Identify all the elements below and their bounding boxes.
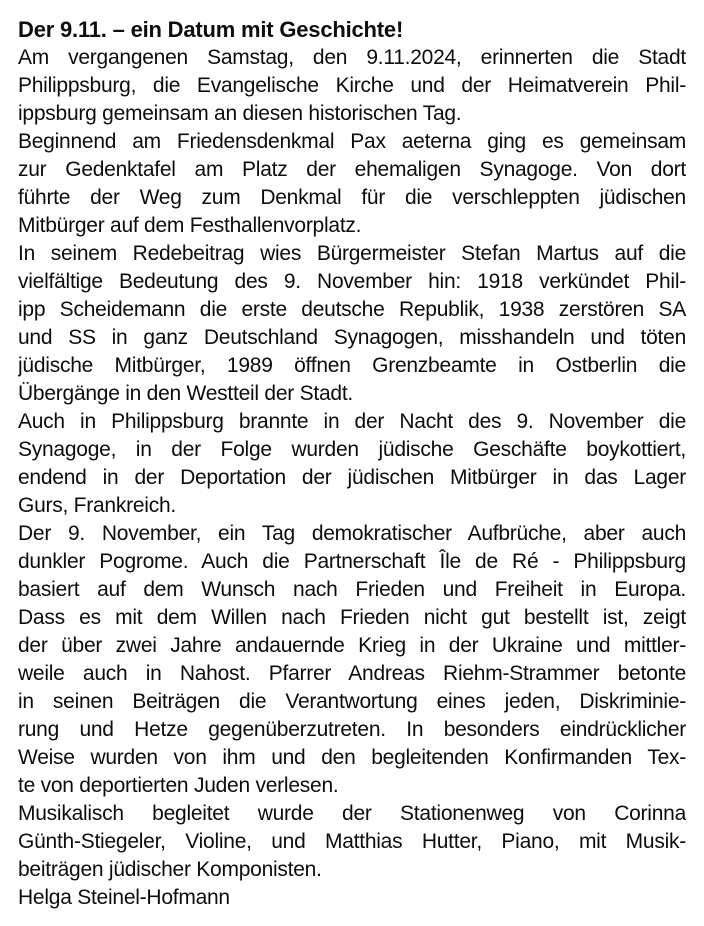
text-line: der über zwei Jahre andauernde Krieg in der Ukraine und mittler-: [18, 634, 686, 657]
text-line: führte der Weg zum Denkmal für die verschleppten jüdischen: [18, 186, 686, 209]
text-line: Musikalisch begleitet wurde der Stationenweg von Corinna: [18, 802, 686, 825]
text-line: dunkler Pogrome. Auch die Partnerschaft Île de Ré - Philippsburg: [18, 550, 686, 573]
paragraph: [18, 520, 686, 800]
text-line: Weise wurden von ihm und den begleitenden Konfirmanden Tex-: [18, 746, 686, 769]
text-line: te von deportierten Juden verlesen.: [18, 774, 339, 797]
text-line: Günth-Stiegeler, Violine, und Matthias Hutter, Piano, mit Musik-: [18, 830, 686, 853]
text-line: In seinem Redebeitrag wies Bürgermeister Stefan Martus auf die: [18, 242, 686, 265]
article-title: Der 9.11. – ein Datum mit Geschichte!: [18, 17, 404, 42]
text-line: Dass es mit dem Willen nach Frieden nicht gut bestellt ist, zeigt: [18, 606, 686, 629]
article-body: [18, 44, 686, 884]
paragraph: [18, 800, 686, 884]
text-line: Mitbürger auf dem Festhallenvorplatz.: [18, 214, 362, 237]
text-line: basiert auf dem Wunsch nach Frieden und Freiheit in Europa.: [18, 578, 686, 601]
author-signature: Helga Steinel-Hofmann: [18, 886, 230, 909]
text-line: Auch in Philippsburg brannte in der Nacht des 9. November die: [18, 410, 686, 433]
text-line: ipp Scheidemann die erste deutsche Republik, 1938 zerstören SA: [18, 298, 686, 321]
text-line: Der 9. November, ein Tag demokratischer Aufbrüche, aber auch: [18, 522, 686, 545]
text-line: vielfältige Bedeutung des 9. November hin: 1918 verkündet Phil-: [18, 270, 686, 293]
text-line: Übergänge in den Westteil der Stadt.: [18, 382, 353, 405]
paragraph: [18, 128, 686, 240]
text-line: endend in der Deportation der jüdischen Mitbürger in das Lager: [18, 466, 686, 489]
text-line: Philippsburg, die Evangelische Kirche und der Heimatverein Phil-: [18, 74, 686, 97]
text-line: rung und Hetze gegenüberzutreten. In besonders eindrücklicher: [18, 718, 686, 741]
text-line: ippsburg gemeinsam an diesen historischen Tag.: [18, 102, 462, 125]
text-line: beiträgen jüdischer Komponisten.: [18, 858, 322, 881]
paragraph: [18, 240, 686, 408]
text-line: Am vergangenen Samstag, den 9.11.2024, erinnerten die Stadt: [18, 46, 686, 69]
paragraph: [18, 44, 686, 128]
text-line: Synagoge, in der Folge wurden jüdische Geschäfte boykottiert,: [18, 438, 686, 461]
text-line: und SS in ganz Deutschland Synagogen, misshandeln und töten: [18, 326, 686, 349]
text-line: zur Gedenktafel am Platz der ehemaligen Synagoge. Von dort: [18, 158, 686, 181]
text-line: Beginnend am Friedensdenkmal Pax aeterna ging es gemeinsam: [18, 130, 686, 153]
text-line: in seinen Beiträgen die Verantwortung eines jeden, Diskriminie-: [18, 690, 686, 713]
text-line: Gurs, Frankreich.: [18, 494, 176, 517]
text-line: jüdische Mitbürger, 1989 öffnen Grenzbeamte in Ostberlin die: [18, 354, 686, 377]
paragraph: [18, 408, 686, 520]
text-line: weile auch in Nahost. Pfarrer Andreas Riehm-Strammer betonte: [18, 662, 686, 685]
